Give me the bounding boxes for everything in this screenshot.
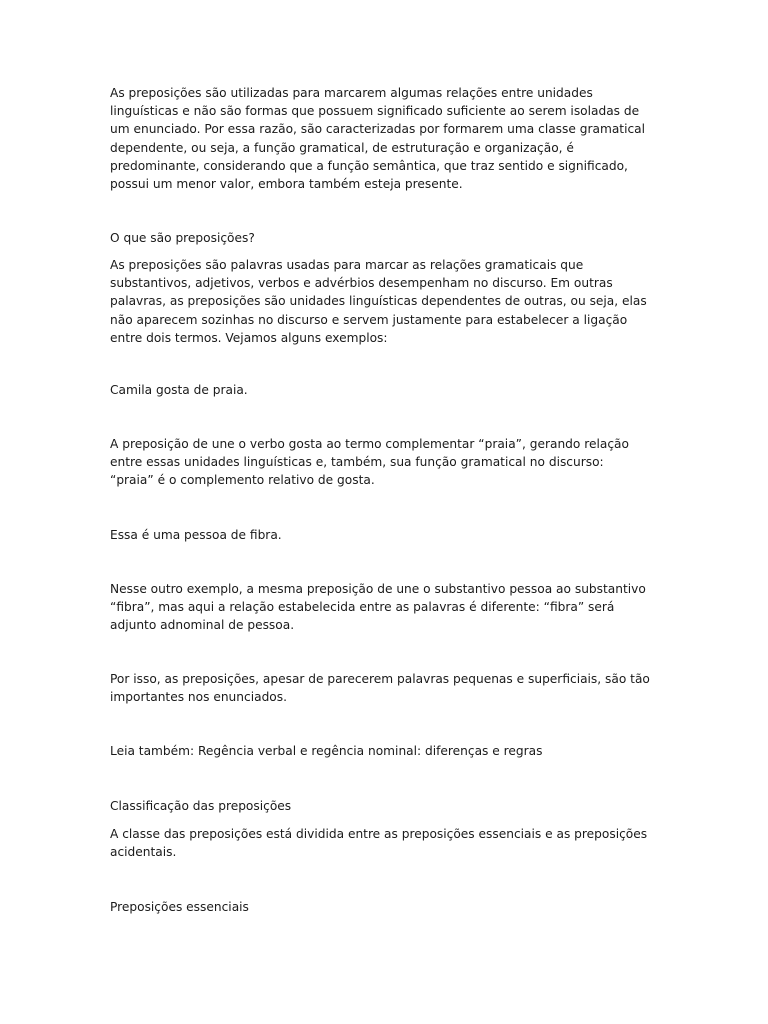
intro-paragraph: As preposições são utilizadas para marcarem algumas relações entre unidades linguísticas e não são formas que possuem significado suficiente ao serem isoladas de um enunciado. Por essa razão, são caracterizadas por formarem uma classe gramatical dependente, ou seja, a função gramatical, de estruturação e organização, é predominante, considerando que a função semântica, que traz sentido e significado, possui um menor valor, embora também esteja presente. (110, 86, 646, 192)
example-explanation-2: Nesse outro exemplo, a mesma preposição de une o substantivo pessoa ao substantivo “fibra”, mas aqui a relação estabelecida entre as palavras é diferente: “fibra” será adjunto adnominal de pessoa. (110, 582, 646, 633)
example-sentence-2: Essa é uma pessoa de fibra. (110, 528, 282, 542)
section-heading-classification: Classificação das preposições (110, 799, 292, 813)
section-heading-what-are-prepositions: O que são preposições? (110, 231, 255, 245)
classification-paragraph: A classe das preposições está dividida entre as preposições essenciais e as preposições acidentais. (110, 827, 648, 860)
read-also-paragraph: Leia também: Regência verbal e regência nominal: diferenças e regras (110, 744, 543, 758)
definition-paragraph: As preposições são palavras usadas para marcar as relações gramaticais que substantivos, adjetivos, verbos e advérbios desempenham no discurso. Em outras palavras, as preposições são unidades linguísticas dependentes de outras, ou seja, elas não aparecem sozinhas no discurso e servem justamente para estabelecer a ligação entre dois termos. Vejamos alguns exemplos: (110, 258, 647, 345)
example-explanation-1: A preposição de une o verbo gosta ao termo complementar “praia”, gerando relação entre essas unidades linguísticas e, também, sua função gramatical no discurso: “praia” é o complemento relativo de gosta. (110, 437, 629, 488)
summary-paragraph: Por isso, as preposições, apesar de parecerem palavras pequenas e superficiais, são tão importantes nos enunciados. (110, 672, 650, 705)
section-heading-essential-prepositions: Preposições essenciais (110, 900, 249, 914)
example-sentence-1: Camila gosta de praia. (110, 383, 248, 397)
